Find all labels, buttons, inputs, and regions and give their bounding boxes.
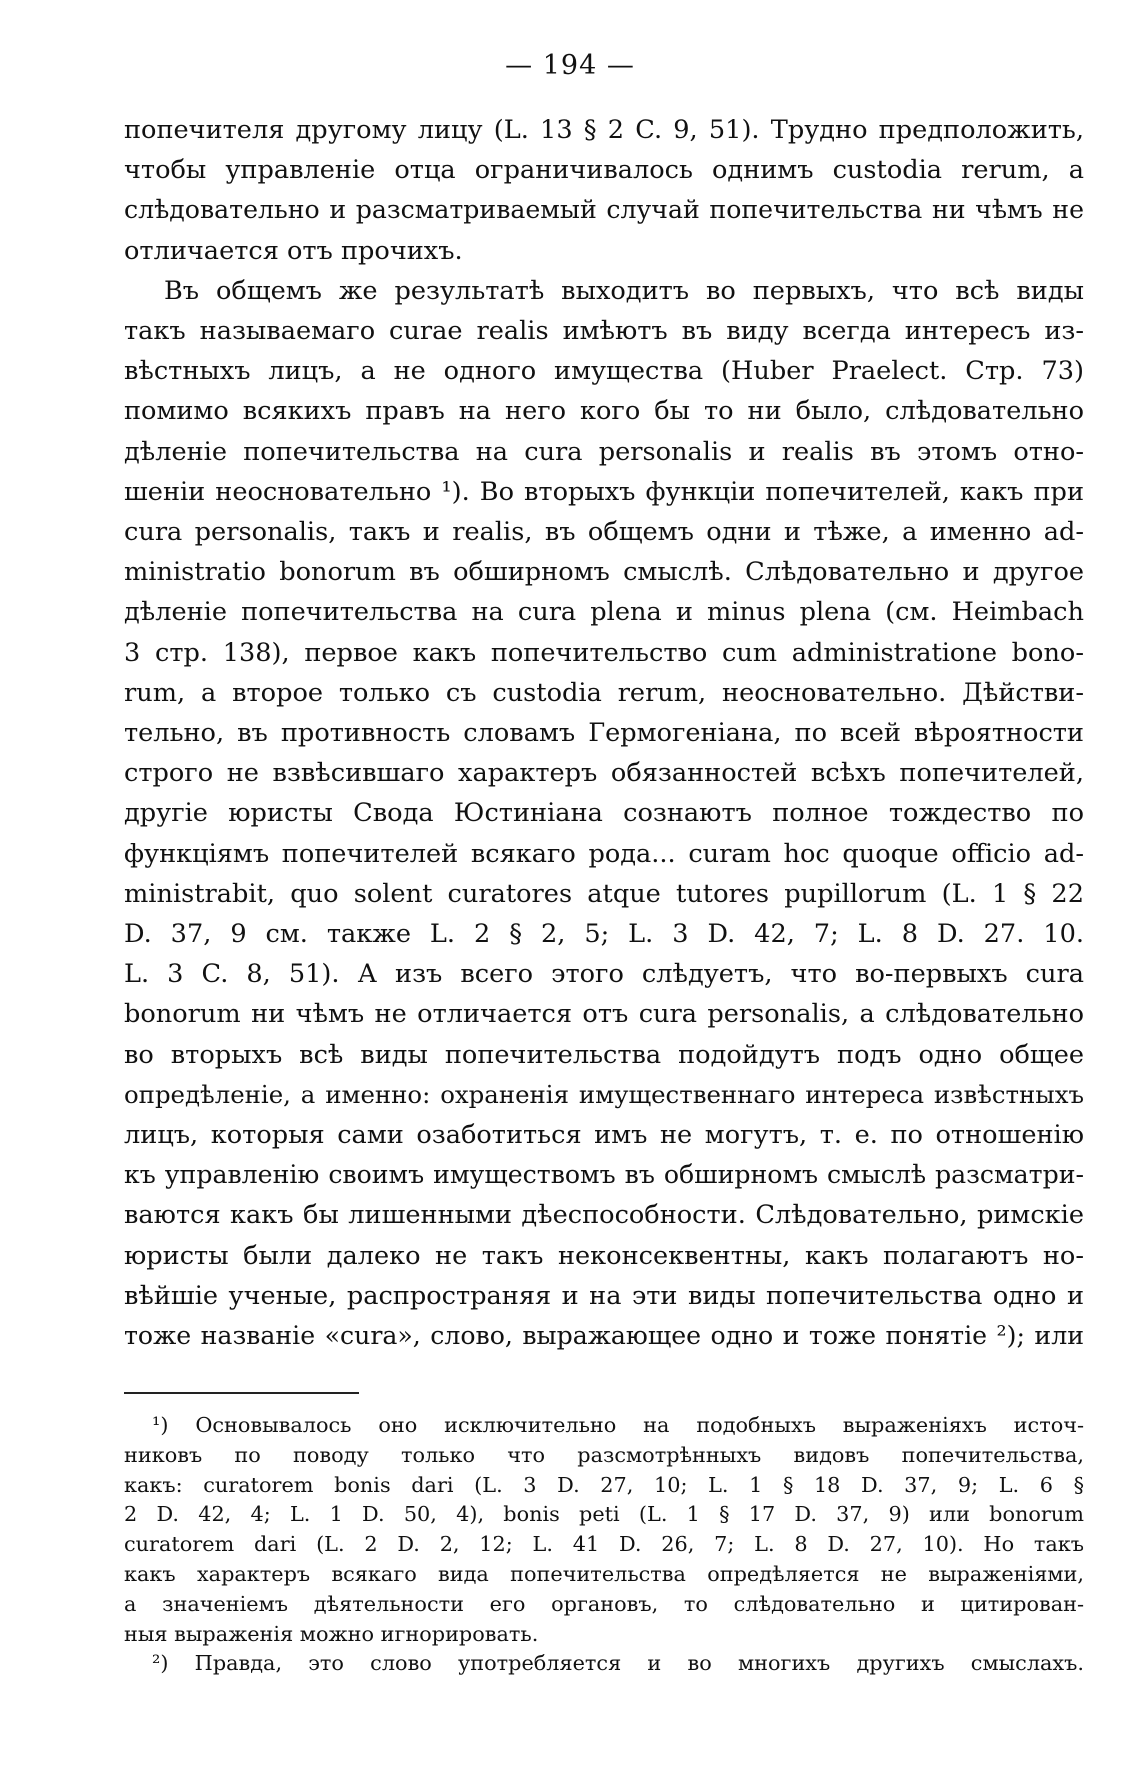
text-line: rum, а второе только съ custodia rerum, неосновательно. Дѣйстви- xyxy=(124,677,1084,708)
footnote-1-line: какъ: curatorem bonis dari (L. 3 D. 27, 10; L. 1 § 18 D. 37, 9; L. 6 § xyxy=(124,1472,1084,1497)
text-line: отличается отъ прочихъ. xyxy=(124,235,463,266)
text-line: вѣйшіе ученые, распространяя и на эти виды попечительства одно и xyxy=(124,1280,1084,1311)
footnotes xyxy=(124,1411,1084,1679)
text-line: къ управленію своимъ имуществомъ въ обширномъ смыслѣ разсматри- xyxy=(124,1160,1084,1190)
text-line: дѣленіе попечительства на cura personalis и realis въ этомъ отно- xyxy=(124,436,1084,467)
text-line: bonorum ни чѣмъ не отличается отъ cura personalis, а слѣдовательно xyxy=(124,999,1084,1030)
text-line: во вторыхъ всѣ виды попечительства подойдутъ подъ одно общее xyxy=(124,1039,1084,1070)
text-line: другіе юристы Свода Юстиніана сознаютъ полное тождество по xyxy=(124,798,1084,829)
text-line: D. 37, 9 см. также L. 2 § 2, 5; L. 3 D. 42, 7; L. 8 D. 27. 10. xyxy=(124,919,1084,950)
text-line: тельно, въ противность словамъ Гермогеніана, по всей вѣроятности xyxy=(124,718,1084,749)
footnote-2-line: ²) Правда, это слово употребляется и во многихъ другихъ смыслахъ. xyxy=(152,1651,1084,1676)
text-line: строго не взвѣсившаго характеръ обязанностей всѣхъ попечителей, xyxy=(124,758,1084,789)
footnote-1-line: ныя выраженія можно игнорировать. xyxy=(124,1621,539,1646)
text-line: Въ общемъ же результатѣ выходитъ во первыхъ, что всѣ виды xyxy=(164,275,1084,306)
footnote-1-line: какъ характеръ всякаго вида попечительства опредѣляется не выраженіями, xyxy=(124,1561,1084,1586)
footnote-1-line: а значеніемъ дѣятельности его органовъ, то слѣдовательно и цитирован- xyxy=(124,1591,1084,1616)
text-line: L. 3 C. 8, 51). А изъ всего этого слѣдуетъ, что во-первыхъ cura xyxy=(124,959,1084,990)
text-line: ministrabit, quo solent curatores atque tutores pupillorum (L. 1 § 22 xyxy=(124,878,1084,909)
footnote-1-line: ¹) Основывалось оно исключительно на подобныхъ выраженіяхъ источ- xyxy=(152,1413,1084,1437)
text-line: такъ называемаго curae realis имѣютъ въ виду всегда интересъ из- xyxy=(124,316,1084,347)
page-number: — 194 — xyxy=(505,50,635,81)
text-line: тоже названіе «cura», слово, выражающее одно и тоже понятіе ²); или xyxy=(124,1321,1084,1351)
text-line: помимо всякихъ правъ на него кого бы то ни было, слѣдовательно xyxy=(124,396,1084,427)
text-line: слѣдовательно и разсматриваемый случай попечительства ни чѣмъ не xyxy=(124,195,1084,225)
text-line: функціямъ попечителей всякаго рода... curam hoc quoque officio ad- xyxy=(124,838,1084,869)
text-line: вѣстныхъ лицъ, а не одного имущества (Huber Praelect. Стр. 73) xyxy=(124,356,1084,387)
text-line: дѣленіе попечительства на cura plena и minus plena (см. Heimbach xyxy=(124,597,1084,628)
text-line: cura personalis, такъ и realis, въ общемъ одни и тѣже, а именно ad- xyxy=(124,517,1084,548)
text-line: юристы были далеко не такъ неконсеквентны, какъ полагаютъ но- xyxy=(124,1240,1084,1271)
footnote-divider xyxy=(124,1392,359,1394)
footnote-1-line: никовъ по поводу только что разсмотрѣнныхъ видовъ попечительства, xyxy=(124,1442,1084,1467)
text-line: опредѣленіе, а именно: охраненія имущественнаго интереса извѣстныхъ xyxy=(124,1079,1084,1109)
text-line: ваются какъ бы лишенными дѣеспособности. Слѣдовательно, римскіе xyxy=(124,1200,1084,1231)
text-line: попечителя другому лицу (L. 13 § 2 C. 9, 51). Трудно предположить, xyxy=(124,115,1084,145)
main-text xyxy=(124,110,1084,1356)
text-line: чтобы управленіе отца ограничивалось однимъ custodia rerum, а xyxy=(124,155,1084,186)
text-line: лицъ, которыя сами озаботиться имъ не могутъ, т. е. по отношенію xyxy=(124,1120,1084,1151)
text-line: шеніи неосновательно ¹). Во вторыхъ функціи попечителей, какъ при xyxy=(124,476,1084,507)
footnote-1-line: curatorem dari (L. 2 D. 2, 12; L. 41 D. 26, 7; L. 8 D. 27, 10). Но такъ xyxy=(124,1532,1084,1557)
footnote-1-line: 2 D. 42, 4; L. 1 D. 50, 4), bonis peti (L. 1 § 17 D. 37, 9) или bonorum xyxy=(124,1502,1084,1527)
text-line: ministratio bonorum въ обширномъ смыслѣ. Слѣдовательно и другое xyxy=(124,557,1084,588)
text-line: 3 стр. 138), первое какъ попечительство cum administratione bono- xyxy=(124,637,1084,668)
